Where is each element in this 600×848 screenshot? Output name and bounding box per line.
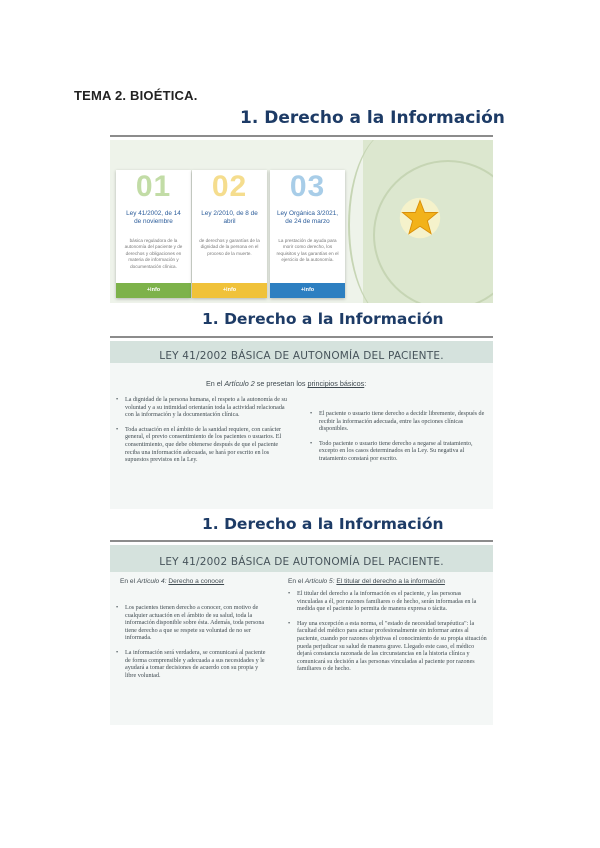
right-to-know-link[interactable]: Derecho a conocer <box>168 578 225 585</box>
slide2-right-bullets <box>310 411 488 471</box>
slide2-panel <box>110 341 493 509</box>
principles-link[interactable]: principios básicos <box>307 379 365 388</box>
card-number: 01 <box>135 170 172 203</box>
bullet-item: • Toda actuación en el ámbito de la sanidad requiere, con carácter general, el previo consentimiento de los pacientes o usuarios. El consentimiento, que debe obtenerse después de que el paciente reciba una información adecuada, se hará por escrito en los supuestos previstos en la Ley. <box>116 427 294 465</box>
law-card-3 <box>270 170 345 298</box>
document-title: TEMA 2. BIOÉTICA. <box>74 88 198 103</box>
article-ref: Artículo 4: <box>136 578 167 585</box>
card-law: Ley 41/2002, de 14 de noviembre <box>126 210 181 225</box>
card-description: básica reguladora de la autonomía del paciente y de derechos y obligaciones en materia de información y documentación clínica. <box>124 238 183 269</box>
card-number: 02 <box>211 170 248 203</box>
law-card-2 <box>192 170 267 298</box>
card-law: Ley 2/2010, de 8 de abril <box>201 210 258 225</box>
bullet-item: • Todo paciente o usuario tiene derecho a negarse al tratamiento, excepto en los casos determinados en la Ley. Su negativa al tratamiento constará por escrito. <box>310 441 488 464</box>
slide2-rule <box>110 336 493 338</box>
intro-text: : <box>364 379 367 388</box>
slide1-title: 1. Derecho a la Información <box>240 108 505 128</box>
card-info-button[interactable]: +info <box>270 283 345 298</box>
slide1-rule <box>110 135 493 137</box>
information-holder-link[interactable]: El titular del derecho a la información <box>336 578 445 585</box>
card-law: Ley Orgánica 3/2021, de 24 de marzo <box>276 210 339 225</box>
slide3-left-subtitle <box>120 578 224 585</box>
bullet-item: • El titular del derecho a la información es el paciente, y las personas vinculadas a él, por razones familiares o de hecho, serán informadas en la medida que el paciente lo permita de manera expresa o tácita. <box>288 591 488 614</box>
card-description: de derechos y garantías de la dignidad de la persona en el proceso de la muerte. <box>199 238 260 256</box>
slide3-right-bullets <box>288 591 488 681</box>
slide3-panel <box>110 545 493 725</box>
bullet-item: • La información será verdadera, se comunicará al paciente de forma comprensible y adecuada a sus necesidades y le ayudará a tomar decisiones de acuerdo con su propia y libre voluntad. <box>116 650 266 680</box>
bullet-item: • El paciente o usuario tiene derecho a decidir libremente, después de recibir la información adecuada, entre las opciones clínicas disponibles. <box>310 411 488 434</box>
star-icon <box>397 195 443 241</box>
bullet-item: • La dignidad de la persona humana, el respeto a la autonomía de su voluntad y a su intimidad orientarán toda la actividad relacionada con la información y la documentación clínica. <box>116 397 294 420</box>
card-info-button[interactable]: +info <box>116 283 191 298</box>
law-card-1 <box>116 170 191 298</box>
card-info-button[interactable]: +info <box>192 283 267 298</box>
article-ref: Artículo 2 <box>224 379 255 388</box>
subtitle-text: En el <box>120 578 137 585</box>
slide2-title: 1. Derecho a la Información <box>202 310 444 328</box>
bullet-item: • Los pacientes tienen derecho a conocer, con motivo de cualquier actuación en el ámbito de su salud, toda la información disponible sobre ésta. Además, toda persona tiene derecho a que se respete su voluntad de no ser informada. <box>116 605 266 643</box>
slide3-right-subtitle <box>288 578 445 585</box>
slide3-rule <box>110 540 493 542</box>
intro-text: En el <box>206 379 225 388</box>
slide1-panel <box>110 140 493 303</box>
slide2-heading: LEY 41/2002 BÁSICA DE AUTONOMÍA DEL PACIENTE. <box>159 350 444 362</box>
slide3-left-bullets <box>116 605 266 687</box>
article-ref: Artículo 5: <box>304 578 335 585</box>
slide3-title: 1. Derecho a la Información <box>202 515 444 533</box>
slide2-left-bullets <box>116 397 294 472</box>
slide2-intro <box>206 379 366 388</box>
bullet-item: • Hay una excepción a esta norma, el "estado de necesidad terapéutica": la facultad del médico para actuar profesionalmente sin informar antes al paciente, cuando por razones objetivas el conocimiento de su propia situación pueda perjudicar su salud de manera grave. Llegado este caso, el médico dejará constancia razonada de las circunstancias en la historia clínica y comunicará su decisión a las personas vinculadas al paciente por razones familiares o de hecho. <box>288 621 488 674</box>
card-number: 03 <box>289 170 326 203</box>
slide3-heading: LEY 41/2002 BÁSICA DE AUTONOMÍA DEL PACIENTE. <box>159 556 444 568</box>
subtitle-text: En el <box>288 578 305 585</box>
intro-text: se presetan los <box>254 379 308 388</box>
card-description: La prestación de ayuda para morir como derecho, los requisitos y las garantías en el ejercicio de la autonomía. <box>276 238 339 263</box>
